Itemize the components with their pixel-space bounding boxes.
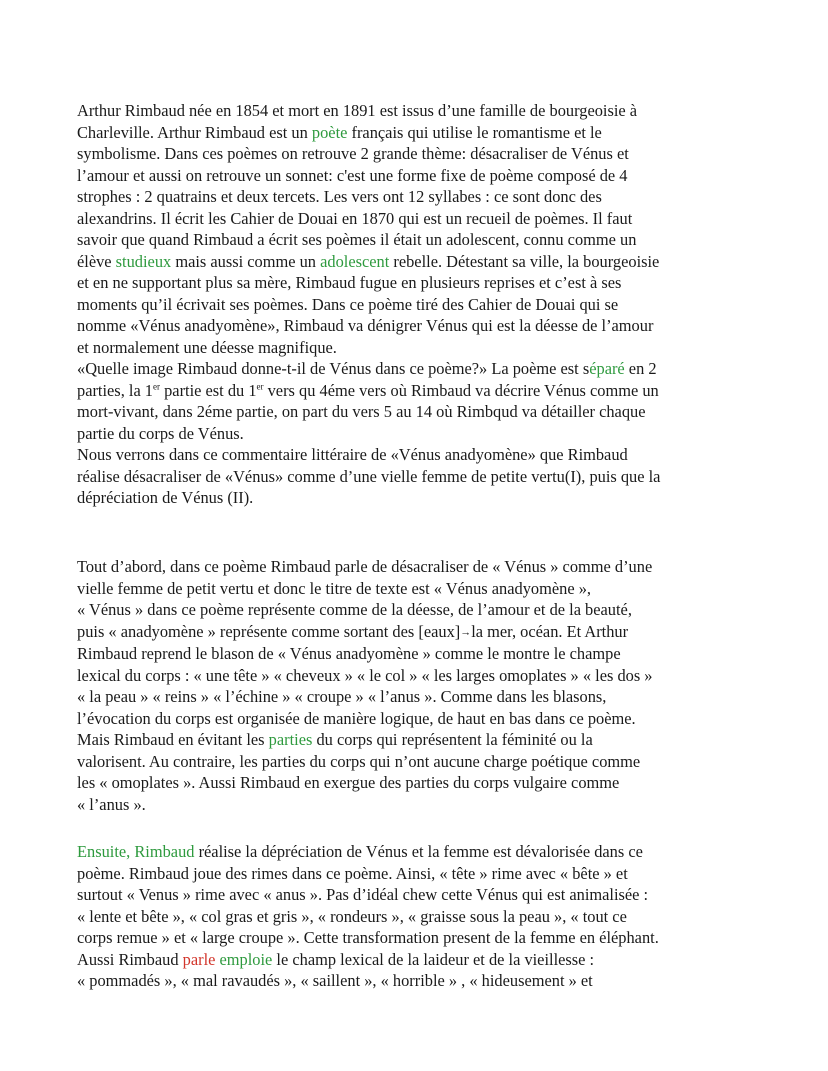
highlight-green: éparé — [589, 359, 625, 378]
text-line: surtout « Venus » rime avec « anus ». Pas d’idéal chew cette Vénus qui est animalisée : — [77, 885, 649, 904]
text-line: Rimbaud reprend le blason de « Vénus anadyomène » comme le montre le champe — [77, 644, 621, 664]
text-line: savoir que quand Rimbaud a écrit ses poèmes il était un adolescent, connu comme un — [77, 230, 637, 249]
superscript: er — [256, 381, 264, 392]
text-line: Charleville. Arthur Rimbaud est un poète français qui utilise le romantisme et le — [77, 122, 602, 142]
text-line: valorisent. Au contraire, les parties du corps qui n’ont aucune charge poétique comme — [77, 751, 641, 771]
text-line: corps remue » et « large croupe ». Cette transformation present de la femme en éléphant. — [77, 928, 659, 947]
text-line: et en ne supportant plus sa mère, Rimbaud fugue en plusieurs reprises et c’est à ses — [77, 273, 622, 292]
superscript: er — [153, 381, 161, 392]
text-line: « lente et bête », « col gras et gris », « rondeurs », « graisse sous la peau », « tout ce — [77, 906, 627, 926]
text-line: mort-vivant, dans 2éme partie, on part du vers 5 au 14 où Rimbqud va détailler chaque — [77, 402, 646, 421]
text-line: symbolisme. Dans ces poèmes on retrouve 2 grande thème: désacraliser de Vénus et — [77, 144, 629, 163]
highlight-green: Ensuite, Rimbaud — [77, 842, 195, 861]
highlight-green: adolescent — [320, 251, 390, 271]
text-line: réalise désacraliser de «Vénus» comme d’une vielle femme de petite vertu(I), puis que la — [77, 466, 661, 486]
text-line: « pommadés », « mal ravaudés », « saillent », « horrible » , « hideusement » et — [77, 971, 593, 990]
text-line: «Quelle image Rimbaud donne-t-il de Vénus dans ce poème?» La poème est séparé en 2 — [77, 359, 657, 378]
text-line: parties, la 1er partie est du 1er vers qu 4éme vers où Rimbaud va décrire Vénus comme un — [77, 380, 659, 400]
arrow-icon: → — [460, 625, 472, 638]
text-line: l’amour et aussi on retrouve un sonnet: c'est une forme fixe de poème composé de 4 — [77, 165, 628, 185]
text-line: moments qu’il écrivait ses poèmes. Dans ce poème tiré des Cahier de Douai qui se — [77, 294, 619, 314]
text-line: Nous verrons dans ce commentaire littéraire de «Vénus anadyomène» que Rimbaud — [77, 445, 628, 464]
text-line: élève studieux mais aussi comme un adolescent rebelle. Détestant sa ville, la bourgeoisie — [77, 251, 660, 271]
text-line: et normalement une déesse magnifique. — [77, 337, 337, 357]
text-line: vielle femme de petit vertu et donc le titre de texte est « Vénus anadyomène », — [77, 578, 591, 598]
text-line: les « omoplates ». Aussi Rimbaud en exergue des parties du corps vulgaire comme — [77, 773, 620, 793]
highlight-green: parties — [268, 730, 313, 750]
text-line: lexical du corps : « une tête » « cheveux » « le col » « les larges omoplates » « les dos » — [77, 665, 653, 685]
text-line: l’évocation du corps est organisée de manière logique, de haut en bas dans ce poème. — [77, 708, 636, 728]
highlight-green: poète — [311, 122, 348, 142]
text-line: puis « anadyomène » représente comme sortant des [eaux]→la mer, océan. Et Arthur — [77, 621, 629, 641]
text-line: « Vénus » dans ce poème représente comme de la déesse, de l’amour et de la beauté, — [77, 600, 632, 619]
highlight-green: emploie — [219, 949, 273, 969]
text-line: strophes : 2 quatrains et deux tercets. Les vers ont 12 syllabes : ce sont donc des — [77, 187, 602, 206]
text-line: Aussi Rimbaud parle emploie le champ lexical de la laideur et de la vieillesse : — [77, 949, 595, 969]
part-one-paragraph — [77, 556, 767, 815]
highlight-green: studieux — [115, 251, 172, 271]
intro-paragraph — [77, 100, 767, 509]
text-line: poème. Rimbaud joue des rimes dans ce poème. Ainsi, « tête » rime avec « bête » et — [77, 863, 628, 883]
text-line: Ensuite, Rimbaud réalise la dépréciation de Vénus et la femme est dévalorisée dans ce — [77, 842, 643, 861]
text-line: nomme «Vénus anadyomène», Rimbaud va dénigrer Vénus qui est la déesse de l’amour — [77, 316, 654, 335]
text-line: Tout d’abord, dans ce poème Rimbaud parle de désacraliser de « Vénus » comme d’une — [77, 557, 653, 576]
highlight-red: parle — [182, 949, 216, 969]
text-line: Arthur Rimbaud née en 1854 et mort en 1891 est issus d’une famille de bourgeoisie à — [77, 101, 638, 120]
text-line: partie du corps de Vénus. — [77, 423, 244, 443]
text-line: « la peau » « reins » « l’échine » « croupe » « l’anus ». Comme dans les blasons, — [77, 687, 607, 707]
text-line: alexandrins. Il écrit les Cahier de Douai en 1870 qui est un recueil de poèmes. Il faut — [77, 208, 633, 228]
part-two-paragraph — [77, 841, 767, 992]
text-line: dépréciation de Vénus (II). — [77, 488, 254, 507]
text-line: « l’anus ». — [77, 794, 146, 814]
text-line: Mais Rimbaud en évitant les parties du corps qui représentent la féminité ou la — [77, 730, 593, 750]
